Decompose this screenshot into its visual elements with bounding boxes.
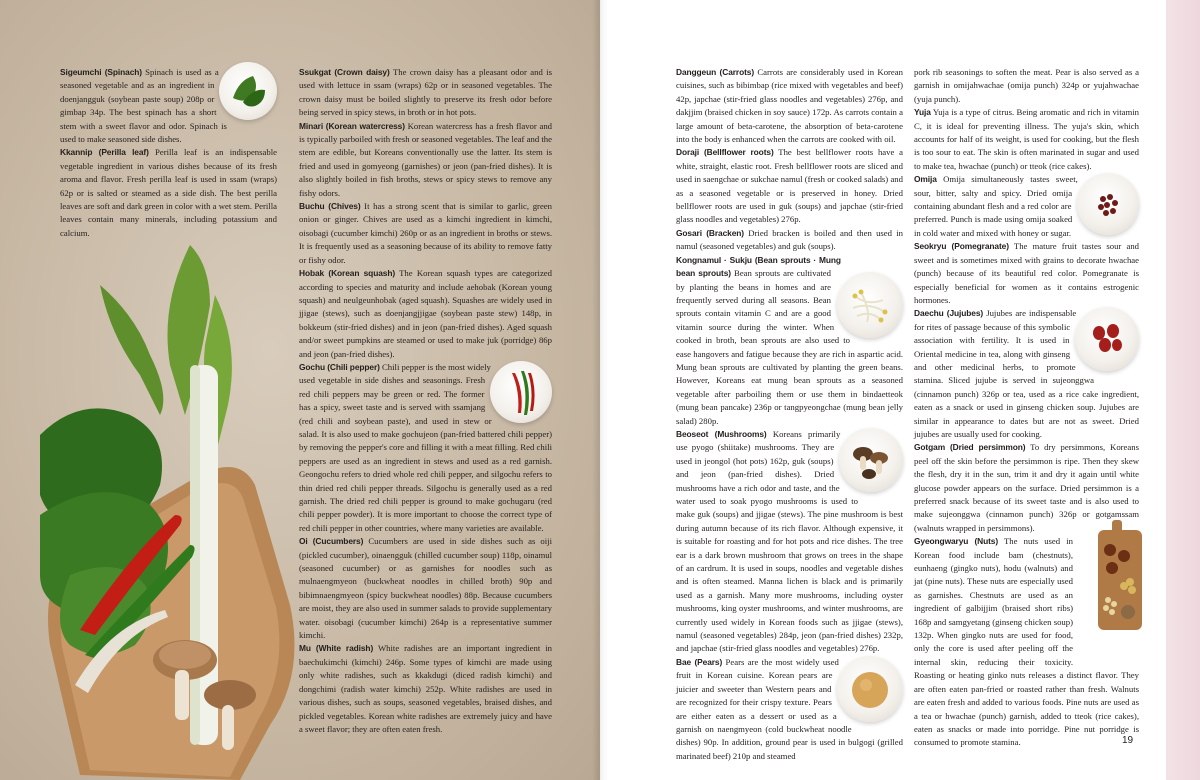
bean-sprouts-icon [837,272,903,338]
right-column-1 [676,66,903,763]
entry-body-bellflower: The best bellflower roots have a white, straight, elastic root. Fresh bellflower roots are sliced and used in saengchae or sukchae namul (fresh or cooked salads) and as a seasoned vegetable or is preserved in honey. Dried bellflower roots are used in guk (soups) and japchae (stir-fried glass noodles and vegetables) 276p. [676,147,903,225]
entry-head-yuja: Yuja [914,107,931,118]
left-column-1 [60,66,277,240]
entry-body-omija: Omija simultaneously tastes sweet, sour, bitter, salty and spicy. Dried omija containing abundant flesh and a red color are preferred. Punch is made using omija soaked in cold water and mixed with honey or sugar. [914,174,1078,238]
entry-head-chili: Gochu (Chili pepper) [299,361,380,372]
entry-body-dried-persimmon: To dry persimmons, Koreans peel off the skin before the persimmon is ripe. Then they skew the flesh, dry it in the sun, trim it and dry it again until white glucose powder appears on the surface. Dried persimmon is a preferred snack because of its sweet taste and is also used to make sujeonggwa (cinnamon punch) 326p or gotgamssam (walnuts wrapped in persimmons). [914,442,1139,533]
entry-body-bracken: Dried bracken is boiled and then used in namul (seasoned vegetables) and guk (soups). [676,227,903,252]
entry-head-jujubes: Daechu (Jujubes) [914,308,984,319]
entry-head-pears: Bae (Pears) [676,656,723,667]
nuts-cutting-board-image [1090,520,1148,640]
entry-body-spinach: Spinach is used as a seasoned vegetable and as an ingredient in doenjangguk (soybean paste soup) 208p or gimbap 34p. The best spinach has a short stem with a sweet flavor and odor. Spinach is used to make seasoned side dishes. [60,67,227,145]
entry-head-crown-daisy: Ssukgat (Crown daisy) [299,67,390,77]
vegetable-cutting-board-photo [40,215,340,780]
bean-sprouts-plate-image [837,272,903,338]
entry-head-mushrooms: Beoseot (Mushrooms) [676,428,767,439]
entry-body-chives: It has a strong scent that is similar to garlic, green onion or ginger. Chives are used as a kimchi ingredient in kimchi, oisobagi (cucumber kimchi) 260p or as an ingredient in broths or stews. It is frequently used as a seasoning because of its ability to remove fatty or fishy odor. [299,201,552,265]
entry-body-pears: Pears are the most widely used fruit in Korean cuisine. Korean pears are juicier and sweeter than Western pears and are recognized for their crispy texture. Pears are either eaten as a dessert or used as a garnish on naengmyeon (cold buckwheat noodle dishes) 90p. In addition, ground pear is used in bulgogi (grilled marinated beef) 210p and steamed [676,656,903,761]
entry-body-pears-continued: pork rib seasonings to soften the meat. Pear is also served as a garnish in omijahwachae (omija punch) 324p or yujahwachae (yuja punch). [914,67,1139,104]
left-column-2 [299,66,552,736]
entry-head-perilla: Kkannip (Perilla leaf) [60,147,149,158]
entry-head-pomegranate: Seokryu (Pomegranate) [914,241,1009,252]
entry-head-carrots: Danggeun (Carrots) [676,67,755,77]
entry-body-nuts: The nuts used in Korean food include bam (chestnuts), eunhaeng (gingko nuts), hodu (walnuts) and jat (pine nuts). These nuts are especially used as garnishes. Chestnuts are used as an ingredient of galbijjim (braised short ribs) 168p and samgyetang (ginseng chicken soup) 132p. When gingko nuts are used for food, only the core is used after peeling off the internal skin, reducing their toxicity. Roasting or heating ginko nuts releases a distinct flavor. They are often eaten pan-fried or roasted rather than fresh. Walnuts are eaten fresh and added to various foods. Pine nuts are used as a tea or hwachae (punch) garnish, added to tteok (rice cakes), eaten as snacks or made into porridge. Pine nut porridge is consumed to promote stamina. [914,536,1139,748]
entry-body-jujubes: Jujubes are indispensable for rites of passage because of this symbolic association with fertility. It is used in Oriental medicine in tea, along with ginseng and other medicinal herbs, to promote stamina. Sliced jujube is served in sujeonggwa (cinnamon punch) 326p or tea, used as a rice cake ingredient, eaten as a snack or used in ginseng chicken soup. Jujubes are similar in appearance to dates but are not as sweet. Dried jujubes are usually used for cooking. [914,308,1139,439]
mushroom-icon [839,428,903,492]
entry-head-chives: Buchu (Chives) [299,201,361,212]
entry-head-squash: Hobak (Korean squash) [299,268,396,279]
entry-head-cucumber: Oi (Cucumbers) [299,536,364,547]
entry-body-squash: The Korean squash types are categorized according to species and maturity and include aehobak (Korean young squash) and neulgeunhobak (aged squash). Squashes are widely used in jjigae (stews), such as doenjangjjigae (soybean paste stew) 148p, in bokkeum (stir-fried dishes) and in jeon (pan-fried dishes). Aged squash and/or sweet pumpkins are steamed or used to make juk (porridge) 86p and jeon (pan-fried dishes). [299,268,553,359]
jujube-icon [1075,307,1139,371]
entry-head-bean-sprouts: Kongnamul · Sukju (Bean sprouts · Mung bean sprouts) [676,254,841,279]
chili-pepper-icon [490,361,552,423]
entry-head-spinach: Sigeumchi (Spinach) [60,67,142,77]
page-number: 19 [1122,735,1134,746]
book-spine-shadow [592,0,608,780]
entry-body-bean-sprouts: Bean sprouts are cultivated by planting the beans in homes and are frequently served during all seasons. Bean sprouts contain vitamin C and are a good vitamin source during the winter. When cooked in broth, bean sprouts are also used to ease hangovers and fatigue because they are rich in aspartic acid. Mung bean sprouts are cultivated by planting the green beans. However, Koreans eat mung bean sprouts as a seasoned vegetable after parboiling them or use them in bindaetteok (mung bean pancake) 236p or tangpyeongchae (mung bean jelly salad) 280p. [676,268,903,426]
entry-head-bracken: Gosari (Bracken) [676,227,744,238]
chili-pepper-plate-image [490,361,552,423]
jujube-plate-image [1075,307,1139,371]
entry-head-watercress: Minari (Korean watercress) [299,120,405,131]
entry-head-nuts: Gyeongwaryu (Nuts) [914,536,999,547]
entry-body-pomegranate: The mature fruit tastes sour and sweet and is sometimes mixed with grains to decorate hwachae (punch) because of its beautiful red color. Pomegranate is especially beneficial for women as it contains estrogenic hormones. [914,241,1140,305]
omija-plate-image [1077,173,1139,235]
pear-plate-image [837,656,903,722]
entry-body-watercress: Korean watercress has a fresh flavor and is typically parboiled with fresh or seasoned vegetables. The leaf and the stem are edible, but Koreans conventionally use the latter. Its stem is fried and used in gomyeong (garnishes) or jeon (pan-fried dishes). It is also slightly boiled in fish broths, stews or spicy stews to remove any fishy odors. [299,120,553,198]
spinach-plate-image [219,62,277,120]
entry-body-yuja: Yuja is a type of citrus. Being aromatic and rich in vitamin C, it is ideal for preventing illness. The yuja's skin, which accounts for half of its weight, is used for cooking, but the flesh is too sour to eat. The skin is often marinated in sugar and used to make tea, hwachae (punch) or tteok (rice cakes). [914,107,1139,171]
spinach-icon [219,62,277,120]
omija-icon [1077,173,1139,235]
entry-body-mushrooms: Koreans primarily use pyogo (shiitake) mushrooms. They are used in jeongol (hot pots) 162p, guk (soups) and jeon (pan-fried dishes). Dried mushrooms have a rich odor and taste, and the water used to soak pyogo mushrooms is used to make guk (soups) and jjigae (stews). The pine mushroom is best during autumn because of its rich flavor. Although expensive, it is suitable for roasting and for hot pots and rice dishes. The tree ear is a dark brown mushroom that grows on trees in the shape of an cardrum. It is used in soups, noodles and vegetable dishes and is often steamed. Manna lichen is black and is primarily used as a garnish. Many more mushrooms, including oyster mushrooms, king oyster mushrooms, and winter mushrooms, are currently used widely in Korean foods such as jjigae (stews), namul (seasoned vegetables) 284p, jeon (pan-fried dishes) 232p, and japchae (stir-fried glass noodles and vegetables) 276p. [676,428,903,654]
entry-body-crown-daisy: The crown daisy has a pleasant odor and is used with lettuce in ssam (wraps) 62p or in seasoned vegetables. The crown daisy must be boiled slightly to preserve its fresh odor before being served in spicy stews, in broth or in hot pots. [299,67,553,118]
entry-body-radish: White radishes are an important ingredient in baechukimchi (kimchi) 246p. Some types of kimchi are made using only white radishes, such as kkakdugi (diced radish kimchi) and dongchimi (radish water kimchi) 252p. White radishes are used in various dishes, such as soups, seasoned vegetables, braised dishes, and pickled vegetables. Korean white radishes are extremely juicy and have a sweet flavor; they are often eaten fresh. [299,643,552,734]
pear-icon [837,656,903,722]
entry-head-bellflower: Doraji (Bellflower roots) [676,147,774,158]
right-column-2 [914,66,1139,750]
entry-head-omija: Omija [914,174,937,185]
entry-body-chili: Chili pepper is the most widely used vegetable in side dishes and seasonings. Fresh red chili peppers may be green or red. The former has a spicy, sweet taste and is served with ssamjang (red chili and soybean paste), and used in stew or salad. It is also used to make gochujeon (pan-fried battered chili pepper) by removing the pepper's core and filling it with a meat filling. Red chili peppers are used as an ingredient in stews and used as a red garnish. Geongochu refers to dried whole red chili pepper, and silgochu refers to thin dried red chili pepper threads. Silgochu is generally used as a red garnish. The dried red chili pepper is ground to make gochugaru (red chili pepper powder). It is more important to choose the correct type of red chili pepper in other countries, where many varieties are available. [299,361,552,533]
entry-head-radish: Mu (White radish) [299,643,374,654]
entry-body-perilla: Perilla leaf is an indispensable vegetable ingredient in various dishes because of its fresh aroma and flavor. Fresh perilla leaf is used in ssam (wraps) 62p or is salted or steamed as a side dish. The best perilla leaves are soft and dark green in color with a wet stem. Perilla leaves contain many minerals, including potassium and calcium. [60,147,277,238]
entry-body-cucumber: Cucumbers are used in side dishes such as oiji (pickled cucumber), oinaengguk (chilled cucumber soup) 118p, oinamul (seasoned cucumber) or as garnishes for noodles such as mulnaengmyeon (buckwheat noodles in chilled broth) 90p and bibimnaengmyeon (spicy buckwheat noodles) 88p. Because cucumbers are moist, they are also used in summer salads to provide supplementary water. oisobagi (cucumber kimchi) 264p is a representative summer kimchi. [299,536,552,641]
page-edge-band [1166,0,1200,780]
mushroom-plate-image [839,428,903,492]
entry-head-dried-persimmon: Gotgam (Dried persimmon) [914,442,1026,453]
entry-body-carrots: Carrots are considerably used in Korean cuisines, such as bibimbap (rice mixed with vegetables and beef) 42p, japchae (stir-fried glass noodles and vegetables) 276p, and dakjjim (braised chicken in soy sauce) 172p. As carrots contain a large amount of beta-carotene, the absorption of beta-carotene into the body is enhanced when the carrots are cooked with oil. [676,67,903,145]
